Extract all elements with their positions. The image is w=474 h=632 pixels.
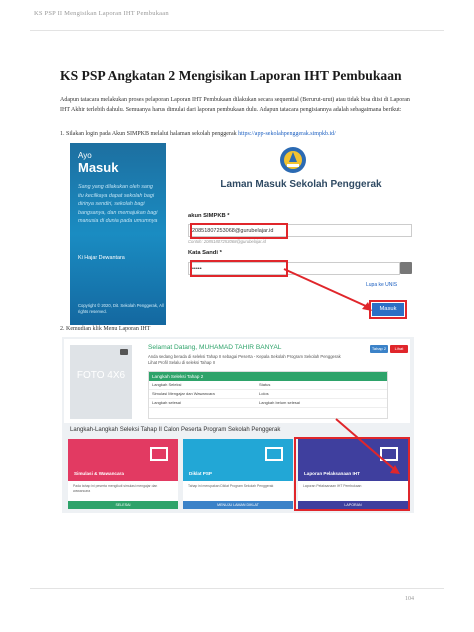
card-title: Simulasi & Wawancara — [74, 471, 124, 476]
table-header: Langkah Seleksi Tahap 2 — [149, 372, 387, 381]
table-cell: Langkah belum selesai — [259, 400, 300, 405]
akun-input[interactable]: 20851807253068@gurubelajar.id — [188, 224, 412, 237]
akun-label: akun SIMPKB * — [188, 213, 230, 219]
steps-title: Langkah-Langkah Seleksi Tahap II Calon Peserta Program Sekolah Penggerak — [70, 427, 281, 433]
photo-placeholder — [70, 345, 132, 419]
akun-hint: Contoh: 20851807253068@gurubelajar.id — [188, 239, 266, 244]
sandi-highlight — [190, 260, 288, 277]
table-row — [149, 390, 387, 399]
hero-ayo: Ayo — [78, 151, 92, 160]
dashboard-profile-panel — [64, 339, 410, 423]
card-diklat[interactable] — [183, 439, 293, 509]
akun-highlight — [190, 223, 288, 239]
table-row — [149, 399, 387, 408]
table-cell: Lolos — [259, 391, 269, 396]
show-password-icon[interactable] — [400, 262, 412, 274]
header-divider — [30, 30, 444, 31]
intro-paragraph: Adapun tatacara melakukan proses pelaporan Laporan IHT Pembukaan dilakukan secara sequential (Berurut-urut) atau tidak bisa diisi di Laporan IHT Akhir terlebih dahulu. Semuanya harus dimulai dari laporan pembukaan dulu. Adapun tatacara pengisiannya adalah sebagaimana berikut: — [60, 97, 410, 114]
card-button[interactable]: MENUJU LAMAN DIKLAT — [183, 501, 293, 509]
table-cell: Langkah selesai — [152, 400, 181, 405]
masuk-button[interactable]: Masuk — [372, 303, 404, 316]
login-hero-panel — [70, 143, 166, 325]
arrow-icon — [334, 417, 404, 477]
tahap-button[interactable]: Tahap 2 — [371, 346, 387, 351]
table-cell: Langkah Seleksi — [152, 382, 182, 387]
table-cell: Simulasi Mengajar dan Wawancara — [152, 391, 215, 396]
photo-label: FOTO 4X6 — [76, 370, 126, 381]
presentation-icon — [265, 447, 283, 461]
kemdikbud-logo-icon — [278, 145, 308, 175]
arrow-icon — [282, 267, 376, 317]
camera-icon[interactable] — [120, 349, 128, 355]
board-icon — [150, 447, 168, 461]
login-screenshot — [70, 143, 414, 325]
step-1 — [60, 131, 336, 137]
card-button[interactable]: SELESAI — [68, 501, 178, 509]
hero-masuk: Masuk — [78, 160, 119, 175]
card-title: Diklat PSP — [189, 471, 212, 476]
card-title: Laporan Pelaksanaan IHT — [304, 471, 360, 476]
card-button[interactable]: LAPORAN — [298, 501, 408, 509]
sandi-input[interactable]: ••••• — [188, 262, 400, 275]
lupa-link[interactable]: Lupa ke UNIS — [366, 282, 398, 288]
footer-divider — [30, 588, 444, 589]
simpkb-link[interactable]: https://app-sekolahpenggerak.simpkb.id/ — [238, 131, 336, 137]
card-simulasi[interactable] — [68, 439, 178, 509]
login-heading: Laman Masuk Sekolah Penggerak — [220, 179, 382, 190]
card-desc: Pada tahap ini peserta mengikuti simulasi mengajar dan wawancara — [73, 484, 158, 493]
status-line: Anda sedang berada di seleksi Tahap II sebagai Peserta - Kepala Sekolah Program Sekolah Penggerak — [148, 354, 341, 359]
dashboard-screenshot — [62, 337, 414, 513]
hero-copyright: Copyright © 2020, Dit. Sekolah Penggerak, All rights reserved. — [78, 303, 164, 314]
table-cell: Status — [259, 382, 271, 387]
step-1-text: 1. Silakan login pada Akun SIMPKB melalui halaman sekolah penggerak — [60, 131, 239, 137]
table-row — [149, 381, 387, 390]
hero-quote: Sang yang dilakukan oleh sang itu kecilkaya dapat sekolah bagi dirinya sendiri, sekolah bagi bangsanya, dan memajukan bagi manusia di dunia pada umumnya — [78, 184, 158, 225]
page-number: 104 — [405, 596, 414, 602]
hero-author: Ki Hajar Dewantara — [78, 255, 125, 261]
masuk-highlight — [369, 300, 407, 319]
sandi-label: Kata Sandi * — [188, 250, 222, 256]
welcome-text: Selamat Datang, MUHAMAD TAHIR BANYAL — [148, 344, 282, 351]
profile-line: Lihat Profil Selalu di seleksi Tahap II — [148, 360, 215, 365]
page-title: KS PSP Angkatan 2 Mengisikan Laporan IHT Pembukaan — [60, 68, 402, 83]
selection-table — [148, 371, 388, 419]
card-desc: Laporan Pelaksanaan IHT Pembukaan — [303, 484, 362, 488]
card-head — [68, 439, 178, 481]
card-head — [183, 439, 293, 481]
card-desc: Tahap ini merupakan Diklat Program Sekolah Penggerak — [188, 484, 274, 488]
profil-button[interactable]: Lihat Profil — [390, 345, 408, 353]
running-header: KS PSP II Mengisikan Laporan IHT Pembukaan — [34, 10, 169, 17]
step-2: 2. Kemudian klik Menu Laporan IHT — [60, 326, 151, 332]
